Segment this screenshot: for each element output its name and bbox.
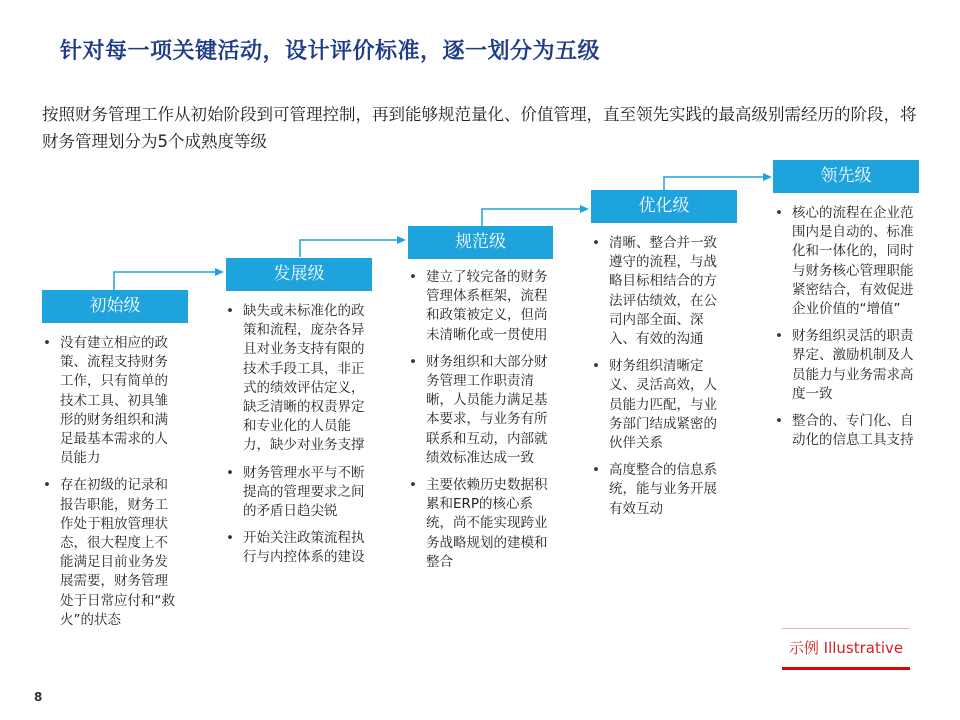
level-box-leading: 领先级 xyxy=(773,160,919,193)
bullet-item: • 存在初级的记录和报告职能，财务工作处于粗放管理状态，很大程度上不能满足目前业务发展需要，财务管理处于日常应付和“救火”的状态 xyxy=(41,476,181,630)
page-number: 8 xyxy=(34,690,43,704)
bullet-item: • 整合的、专门化、自动化的信息工具支持 xyxy=(773,412,915,450)
level-initial-bullets xyxy=(41,334,181,638)
bullet-item: • 财务组织和大部分财务管理工作职责清晰，人员能力满足基本要求，与业务有所联系和互动，内部就绩效标准达成一致 xyxy=(407,353,550,468)
connector-2-3-arrowhead xyxy=(397,236,406,244)
illustrative-top-rule xyxy=(782,628,910,629)
bullet-item: • 清晰、整合并一致遵守的流程，与战略目标相结合的方法评估绩效，在公司内部全面、深入、有效的沟通 xyxy=(590,234,730,349)
level-leading-bullets xyxy=(773,204,915,458)
connector-4-5-arrowhead xyxy=(763,173,772,181)
bullet-item: • 主要依赖历史数据积累和ERP的核心系统，尚不能实现跨业务战略规划的建模和整合 xyxy=(407,476,550,572)
level-standardized-bullets xyxy=(407,268,550,580)
illustrative-label: 示例 Illustrative xyxy=(788,639,904,657)
bullet-item: • 财务组织灵活的职责界定、激励机制及人员能力与业务需求高度一致 xyxy=(773,327,915,404)
bullet-item: • 开始关注政策流程执行与内控体系的建设 xyxy=(224,529,366,567)
bullet-item: • 没有建立相应的政策、流程支持财务工作，只有简单的技术工具、初具雏形的财务组织和满足最基本需求的人员能力 xyxy=(41,334,181,468)
level-box-initial: 初始级 xyxy=(42,290,188,323)
bullet-item: • 建立了较完备的财务管理体系框架，流程和政策被定义，但尚未清晰化或一贯使用 xyxy=(407,268,550,345)
illustrative-stamp xyxy=(782,628,910,670)
connector-3-4-arrowhead xyxy=(580,205,589,213)
bullet-item: • 高度整合的信息系统，能与业务开展有效互动 xyxy=(590,461,730,519)
connector-1-2-arrowhead xyxy=(215,268,224,276)
connector-3-4 xyxy=(482,209,581,226)
bullet-item: • 核心的流程在企业范围内是自动的、标准化和一体化的，同时与财务核心管理职能紧密结合，有效促进企业价值的“增值” xyxy=(773,204,915,319)
illustrative-bottom-rule xyxy=(782,667,910,670)
connector-2-3 xyxy=(300,240,398,257)
bullet-item: • 财务管理水平与不断提高的管理要求之间的矛盾日趋尖锐 xyxy=(224,464,366,522)
connector-1-2 xyxy=(114,272,216,290)
level-optimized-bullets xyxy=(590,234,730,527)
level-box-developing: 发展级 xyxy=(226,258,372,291)
bullet-item: • 财务组织清晰定义、灵活高效，人员能力匹配，与业务部门结成紧密的伙伴关系 xyxy=(590,357,730,453)
connector-4-5 xyxy=(664,177,764,190)
page-title: 针对每一项关键活动，设计评价标准，逐一划分为五级 xyxy=(60,39,601,64)
level-developing-bullets xyxy=(224,302,366,576)
bullet-item: • 缺失或未标准化的政策和流程，庞杂各异且对业务支持有限的技术手段工具，非正式的绩效评估定义，缺乏清晰的权责界定和专业化的人员能力，缺少对业务支撑 xyxy=(224,302,366,456)
level-box-optimized: 优化级 xyxy=(591,190,737,223)
level-box-standardized: 规范级 xyxy=(408,226,553,259)
page-subtitle: 按照财务管理工作从初始阶段到可管理控制，再到能够规范量化、价值管理，直至领先实践的最高级别需经历的阶段，将财务管理划分为5个成熟度等级 xyxy=(42,105,917,151)
